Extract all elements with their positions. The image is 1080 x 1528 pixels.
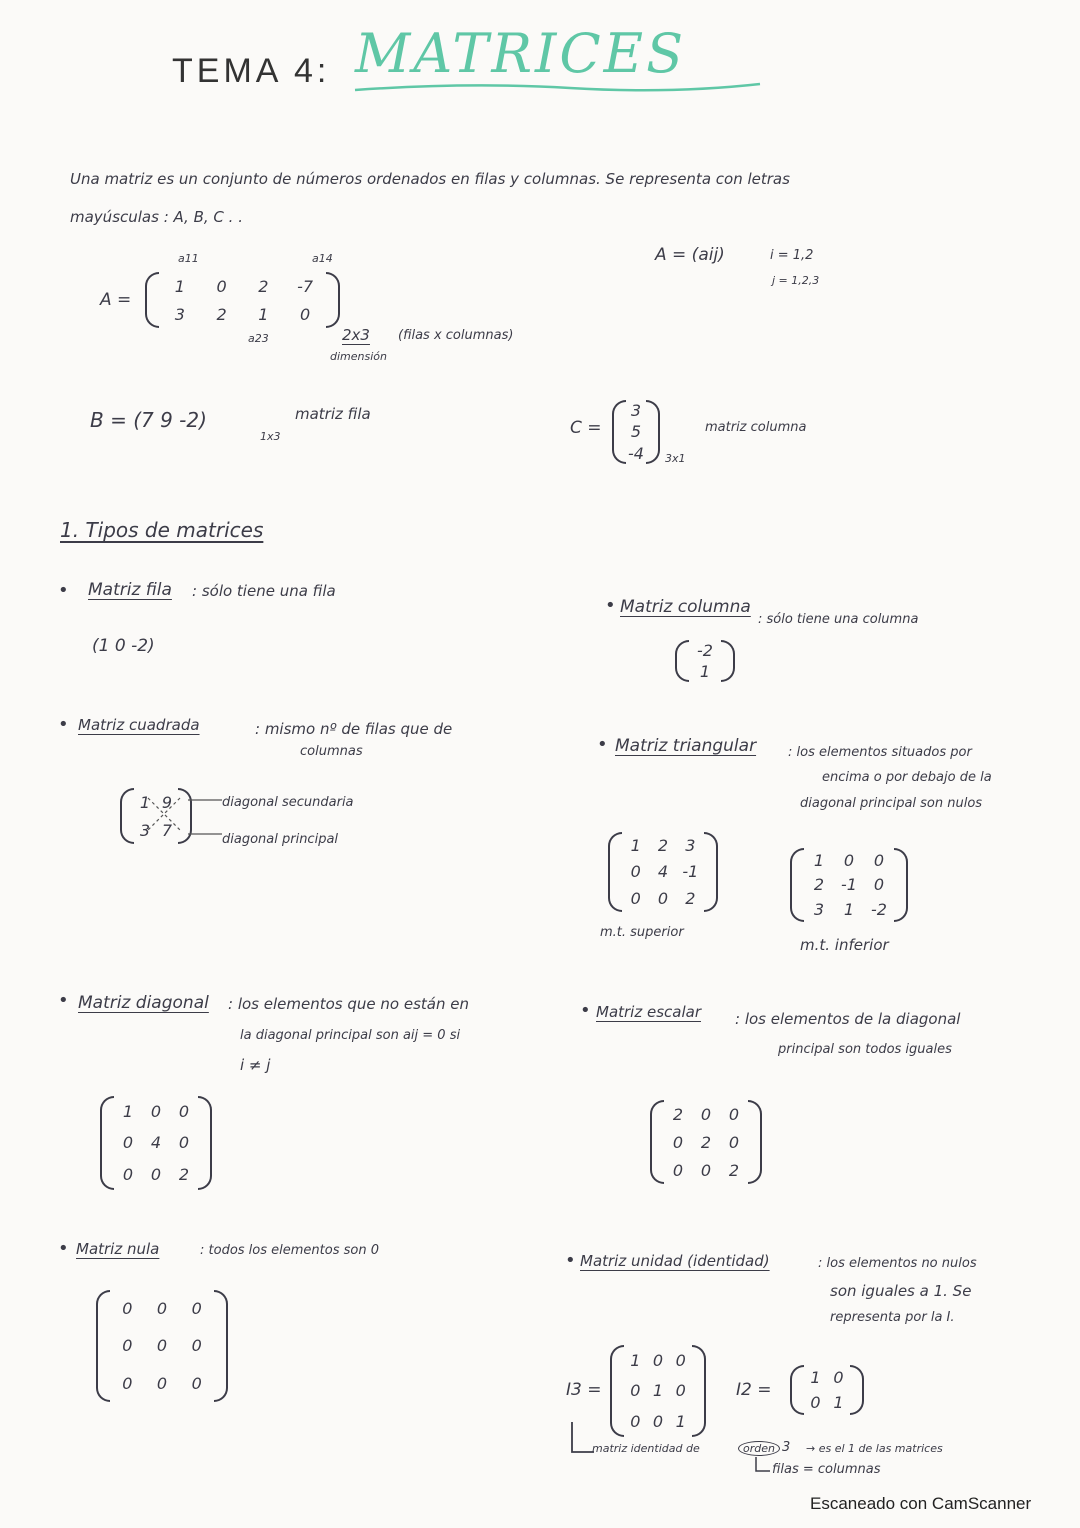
matrix-cell: 0	[700, 1160, 712, 1180]
unidad-note-2: filas = columnas	[772, 1462, 881, 1477]
unidad-i2-label: I2 =	[736, 1380, 772, 1400]
matrix-cell: 2	[685, 889, 696, 909]
title-underline	[350, 78, 770, 98]
matrix-cell: 0	[156, 1336, 168, 1356]
matrix-cell: 0	[178, 1102, 190, 1122]
matrix-cell: 0	[675, 1381, 686, 1401]
matrix-cell: 3	[174, 304, 185, 324]
matrix-cell: 0	[122, 1133, 134, 1153]
unidad-name: Matriz unidad (identidad)	[580, 1252, 770, 1270]
triangular-desc-1: : los elementos situados por	[788, 745, 972, 760]
matrix-cell: -7	[297, 276, 314, 296]
matrix-cell: 0	[216, 276, 227, 296]
matrix-cell: 0	[728, 1104, 740, 1124]
matrix-cell: 0	[156, 1299, 168, 1319]
matrix-cell: 0	[728, 1132, 740, 1152]
diagonal-desc-3: i ≠ j	[240, 1056, 271, 1074]
matrix-cell: 2	[657, 835, 669, 855]
matrix-a-label: A =	[100, 290, 132, 310]
matrix-cell: 0	[122, 1336, 133, 1356]
matrix-b-sub: 1x3	[260, 430, 281, 443]
matrix-a-j-range: j = 1,2,3	[772, 274, 820, 287]
triangular-lower-matrix	[790, 848, 908, 922]
matrix-cell: 2	[216, 304, 227, 324]
matrix-cell: 0	[178, 1133, 190, 1153]
bullet-icon: •	[580, 1000, 591, 1021]
matrix-cell: 2	[178, 1164, 190, 1184]
unidad-note-1a: matriz identidad de	[592, 1442, 700, 1455]
annot-a14: a14	[312, 252, 333, 265]
matrix-b: B = (7 9 -2)	[90, 408, 207, 432]
matrix-cell: 0	[873, 875, 885, 895]
matrix-a-dim-word: dimensión	[330, 350, 387, 363]
matrix-cell: 0	[191, 1373, 202, 1393]
matrix-cell: 0	[630, 889, 641, 909]
fila-name: Matriz fila	[88, 580, 172, 600]
matrix-cell: -4	[628, 443, 644, 463]
matrix-cell: 1	[630, 835, 641, 855]
diagonal-name: Matriz diagonal	[78, 993, 209, 1013]
corner-arrow	[752, 1455, 772, 1475]
intro-line-1: Una matriz es un conjunto de números ordenados en filas y columnas. Se representa con letras	[70, 170, 790, 188]
cuadrada-desc-2: columnas	[300, 744, 363, 759]
triangular-lower-label: m.t. inferior	[800, 936, 889, 954]
matrix-cell: 2	[700, 1132, 712, 1152]
matrix-cell: 1	[833, 1393, 844, 1412]
matrix-cell: 1	[699, 662, 711, 681]
matrix-cell: 9	[161, 792, 173, 812]
annot-a23: a23	[248, 332, 269, 345]
matrix-cell: 2	[672, 1104, 684, 1124]
columna-desc: : sólo tiene una columna	[758, 612, 919, 627]
matrix-cell: 0	[672, 1132, 684, 1152]
matrix-cell: 1	[174, 276, 185, 296]
bullet-icon: •	[565, 1250, 576, 1271]
matrix-cell: 0	[122, 1164, 134, 1184]
matrix-c-sub: 3x1	[665, 452, 686, 465]
matrix-cell: 1	[843, 900, 855, 920]
matrix-b-note: matriz fila	[295, 405, 371, 423]
bullet-icon: •	[58, 580, 69, 601]
matrix-cell: 0	[300, 304, 311, 324]
unidad-desc-1: : los elementos no nulos	[818, 1256, 977, 1271]
unidad-note-1d: → es el 1 de las matrices	[806, 1442, 943, 1455]
unidad-i3-matrix	[610, 1345, 706, 1437]
matrix-cell: -1	[841, 875, 857, 895]
matrix-cell: 3	[813, 900, 825, 920]
matrix-cell: 0	[843, 850, 855, 870]
bullet-icon: •	[58, 714, 69, 735]
bullet-icon: •	[597, 734, 608, 755]
unidad-desc-2: son iguales a 1. Se	[830, 1282, 972, 1300]
title-main: MATRICES	[355, 22, 687, 85]
matrix-cell: 0	[122, 1373, 133, 1393]
bullet-icon: •	[58, 1238, 69, 1259]
triangular-name: Matriz triangular	[615, 736, 757, 756]
matrix-cell: 0	[672, 1160, 684, 1180]
nula-desc: : todos los elementos son 0	[200, 1243, 379, 1258]
unidad-desc-3: representa por la I.	[830, 1310, 955, 1325]
escalar-name: Matriz escalar	[596, 1003, 701, 1021]
matrix-cell: 0	[630, 1412, 641, 1432]
matrix-cell: -2	[871, 900, 887, 920]
matrix-cell: 4	[657, 862, 669, 882]
unidad-i2-matrix	[790, 1365, 864, 1415]
nula-matrix	[96, 1290, 228, 1402]
nula-name: Matriz nula	[76, 1240, 160, 1258]
diag-secundaria: diagonal secundaria	[222, 795, 354, 810]
matrix-cell: 0	[675, 1350, 686, 1370]
matrix-cell: 0	[700, 1104, 712, 1124]
matrix-cell: 0	[630, 1381, 641, 1401]
matrix-cell: -2	[697, 641, 713, 660]
matrix-cell: 1	[630, 1350, 641, 1370]
triangular-upper-matrix	[608, 832, 718, 912]
matrix-cell: 0	[810, 1393, 821, 1412]
matrix-cell: 1	[652, 1381, 664, 1401]
matrix-cell: 1	[675, 1412, 686, 1432]
matrix-cell: 4	[150, 1133, 162, 1153]
matrix-cell: 1	[258, 304, 269, 324]
matrix-cell: 0	[833, 1368, 844, 1387]
diagonal-desc-2: la diagonal principal son aij = 0 si	[240, 1028, 461, 1043]
footer-watermark: Escaneado con CamScanner	[810, 1494, 1032, 1513]
matrix-cell: -1	[682, 862, 699, 882]
columna-name: Matriz columna	[620, 597, 751, 617]
matrix-cell: 2	[813, 875, 825, 895]
matrix-cell: 2	[258, 276, 269, 296]
escalar-matrix	[650, 1100, 762, 1184]
matrix-a	[145, 272, 340, 328]
unidad-note-1b: orden	[738, 1441, 780, 1456]
escalar-desc-2: principal son todos iguales	[778, 1042, 952, 1057]
cuadrada-name: Matriz cuadrada	[78, 716, 200, 734]
matrix-cell: 1	[810, 1368, 821, 1387]
fila-example: (1 0 -2)	[92, 636, 155, 656]
unidad-note-1c: 3	[782, 1440, 791, 1455]
diagonal-desc-1: : los elementos que no están en	[228, 995, 469, 1013]
matrix-c-note: matriz columna	[705, 420, 807, 435]
matrix-a-general: A = (aij)	[655, 245, 725, 265]
matrix-cell: 0	[652, 1412, 664, 1432]
bullet-icon: •	[605, 595, 616, 616]
matrix-cell: 3	[630, 401, 642, 421]
matrix-cell: 1	[813, 850, 825, 870]
matrix-cell: 0	[657, 889, 669, 909]
matrix-cell: 3	[685, 835, 696, 855]
matrix-cell: 0	[652, 1350, 664, 1370]
annot-a11: a11	[178, 252, 199, 265]
matrix-cell: 1	[139, 792, 151, 812]
cuadrada-desc-1: : mismo nº de filas que de	[255, 720, 453, 738]
matrix-cell: 0	[630, 862, 641, 882]
title-tema: TEMA 4:	[172, 52, 331, 90]
intro-line-2: mayúsculas : A, B, C . .	[70, 208, 243, 226]
matrix-cell: 0	[191, 1299, 202, 1319]
matrix-a-dim: 2x3	[342, 326, 370, 344]
matrix-cell: 0	[156, 1373, 168, 1393]
matrix-cell: 0	[873, 850, 885, 870]
diag-principal: diagonal principal	[222, 832, 339, 847]
matrix-a-dim-note: (filas x columnas)	[398, 328, 514, 343]
escalar-desc-1: : los elementos de la diagonal	[735, 1010, 961, 1028]
matrix-cell: 0	[150, 1102, 162, 1122]
triangular-desc-2: encima o por debajo de la	[822, 770, 992, 785]
diagonal-guides	[130, 788, 230, 848]
bullet-icon: •	[58, 990, 69, 1011]
matrix-cell: 3	[139, 820, 151, 840]
matrix-c	[612, 400, 660, 464]
columna-matrix	[675, 640, 735, 682]
matrix-cell: 0	[191, 1336, 202, 1356]
matrix-a-i-range: i = 1,2	[770, 248, 814, 263]
section-1-heading: 1. Tipos de matrices	[60, 518, 264, 542]
triangular-desc-3: diagonal principal son nulos	[800, 796, 983, 811]
matrix-cell: 7	[161, 820, 173, 840]
fila-desc: : sólo tiene una fila	[192, 582, 336, 600]
diagonal-matrix	[100, 1096, 212, 1190]
matrix-cell: 0	[150, 1164, 162, 1184]
matrix-cell: 5	[630, 422, 642, 442]
matrix-cell: 0	[122, 1299, 133, 1319]
matrix-cell: 2	[728, 1160, 740, 1180]
unidad-i3-label: I3 =	[566, 1380, 602, 1400]
triangular-upper-label: m.t. superior	[600, 925, 684, 940]
matrix-cell: 1	[122, 1102, 134, 1122]
matrix-c-label: C =	[570, 418, 602, 438]
